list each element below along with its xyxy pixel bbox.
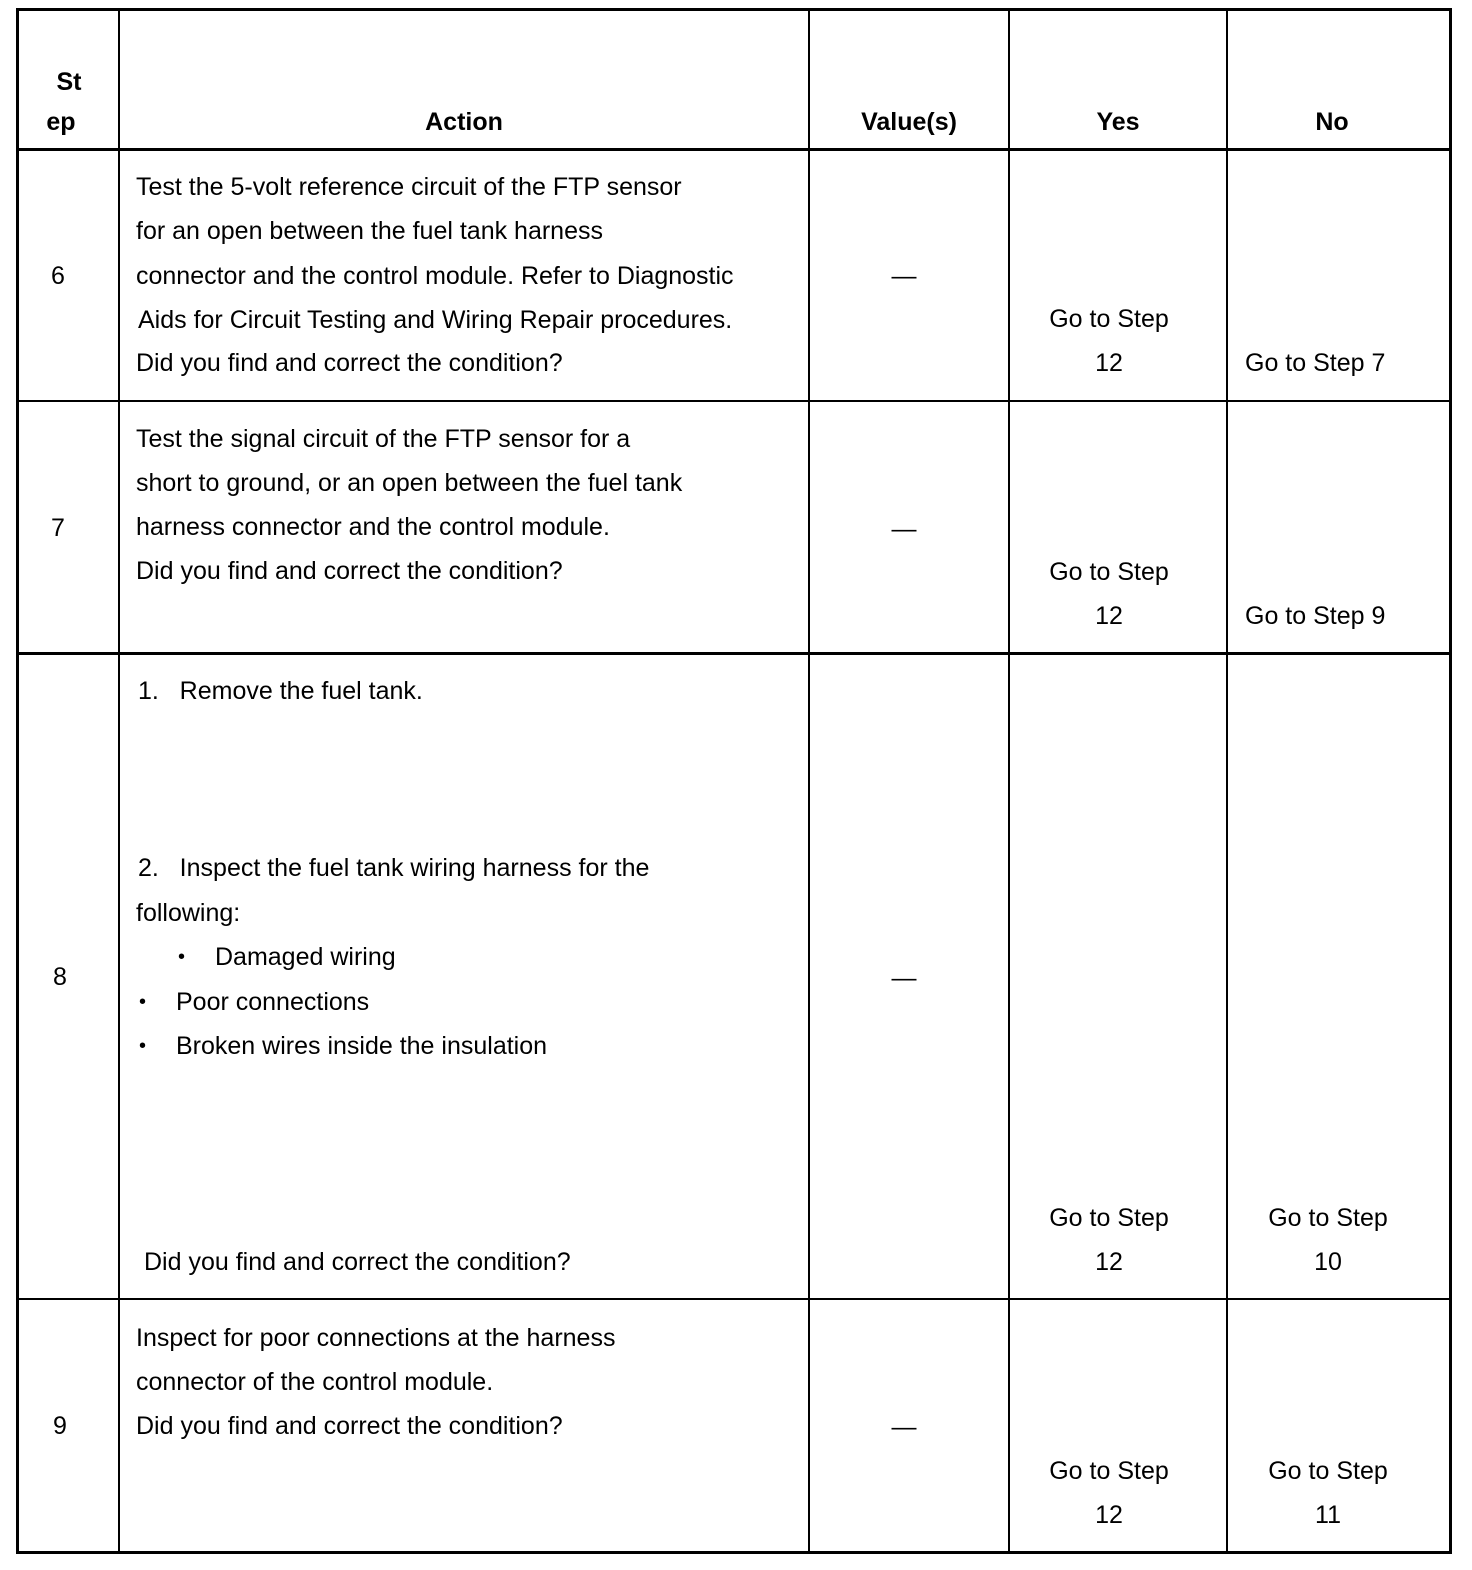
row-divider-6 <box>16 400 1452 402</box>
header-step-line2: ep <box>46 108 76 136</box>
header-yes: Yes <box>1096 108 1140 136</box>
action-text: following: <box>136 899 241 927</box>
value-cell: — <box>891 262 917 290</box>
no-link[interactable]: Go to Step 9 <box>1245 602 1386 630</box>
no-link[interactable]: Go to Step <box>1268 1204 1388 1232</box>
action-step-1: 1. Remove the fuel tank. <box>138 677 423 705</box>
value-cell: — <box>891 964 917 992</box>
action-question: Did you find and correct the condition? <box>136 1412 563 1440</box>
column-divider-step <box>118 8 120 1554</box>
row-divider-header <box>16 148 1452 151</box>
header-no: No <box>1315 108 1349 136</box>
yes-link[interactable]: Go to Step <box>1049 1204 1169 1232</box>
column-divider-values <box>1008 8 1010 1554</box>
action-question: Did you find and correct the condition? <box>144 1248 571 1276</box>
header-action: Action <box>425 108 503 136</box>
action-text: Test the signal circuit of the FTP sensor for a <box>136 425 631 453</box>
no-link[interactable]: Go to Step 7 <box>1245 349 1386 377</box>
yes-link[interactable]: Go to Step <box>1049 558 1169 586</box>
bullet-icon: • <box>139 1035 147 1057</box>
header-values: Value(s) <box>861 108 957 136</box>
bullet-icon: • <box>139 991 147 1013</box>
value-cell: — <box>891 1413 917 1441</box>
bullet-item: Broken wires inside the insulation <box>176 1032 548 1060</box>
step-number: 9 <box>53 1412 67 1440</box>
no-link-step[interactable]: 11 <box>1315 1501 1341 1529</box>
action-text: harness connector and the control module. <box>136 513 610 541</box>
action-step-2: 2. Inspect the fuel tank wiring harness for the <box>138 854 650 882</box>
bullet-icon: • <box>178 946 186 968</box>
yes-link[interactable]: Go to Step <box>1049 1457 1169 1485</box>
action-text: connector and the control module. Refer to Diagnostic <box>136 262 734 290</box>
row-divider-8 <box>16 1298 1452 1300</box>
yes-link[interactable]: Go to Step <box>1049 305 1169 333</box>
column-divider-action <box>808 8 810 1554</box>
action-text: Test the 5-volt reference circuit of the FTP sensor <box>136 173 682 201</box>
bullet-item: Poor connections <box>176 988 370 1016</box>
row-divider-7 <box>16 652 1452 655</box>
yes-link-step[interactable]: 12 <box>1095 1501 1123 1529</box>
action-question: Did you find and correct the condition? <box>136 557 563 585</box>
no-link[interactable]: Go to Step <box>1268 1457 1388 1485</box>
yes-link-step[interactable]: 12 <box>1095 602 1123 630</box>
step-number: 7 <box>51 514 65 542</box>
yes-link-step[interactable]: 12 <box>1095 1248 1123 1276</box>
action-question: Did you find and correct the condition? <box>136 349 563 377</box>
step-number: 8 <box>53 963 67 991</box>
value-cell: — <box>891 515 917 543</box>
header-step-line1: St <box>56 68 82 96</box>
action-text: connector of the control module. <box>136 1368 494 1396</box>
action-text: for an open between the fuel tank harness <box>136 217 603 245</box>
action-text: Aids for Circuit Testing and Wiring Repair procedures. <box>138 306 733 334</box>
column-divider-yes <box>1226 8 1228 1554</box>
yes-link-step[interactable]: 12 <box>1095 349 1123 377</box>
step-number: 6 <box>51 262 65 290</box>
action-text: short to ground, or an open between the fuel tank <box>136 469 683 497</box>
no-link-step[interactable]: 10 <box>1314 1248 1342 1276</box>
bullet-item: Damaged wiring <box>215 943 396 971</box>
action-text: Inspect for poor connections at the harness <box>136 1324 616 1352</box>
